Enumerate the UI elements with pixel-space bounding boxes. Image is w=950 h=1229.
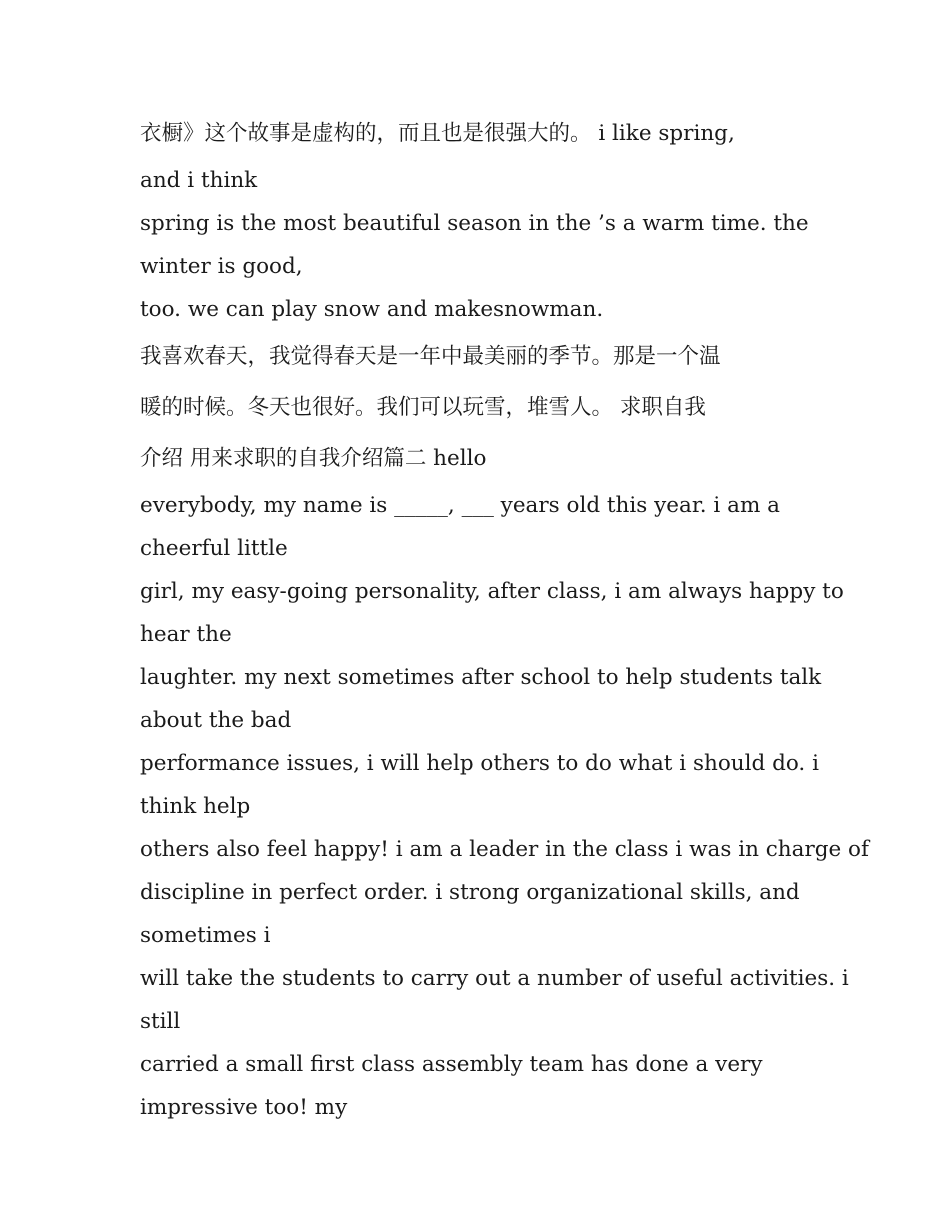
text-line: 衣橱》这个故事是虚构的，而且也是很强大的。 i like spring, bbox=[140, 121, 735, 146]
text-line: 介绍 用来求职的自我介绍篇二 hello bbox=[140, 446, 487, 471]
text-line: winter is good, bbox=[140, 254, 303, 279]
text-line: impressive too! my bbox=[140, 1095, 348, 1120]
text-line: spring is the most beautiful season in the ’s a warm time. the bbox=[140, 211, 809, 236]
text-line: others also feel happy! i am a leader in the class i was in charge of bbox=[140, 837, 869, 862]
text-line: 我喜欢春天，我觉得春天是一年中最美丽的季节。那是一个温 bbox=[140, 344, 721, 369]
text-line: 暖的时候。冬天也很好。我们可以玩雪，堆雪人。 求职自我 bbox=[140, 395, 706, 420]
text-line: think help bbox=[140, 794, 251, 819]
text-line: too. we can play snow and makesnowman. bbox=[140, 297, 604, 322]
text-line: cheerful little bbox=[140, 536, 288, 561]
text-line: still bbox=[140, 1009, 181, 1034]
text-line: will take the students to carry out a number of useful activities. i bbox=[140, 966, 849, 991]
text-line: everybody, my name is _____, ___ years old this year. i am a bbox=[140, 493, 780, 518]
text-line: carried a small first class assembly team has done a very bbox=[140, 1052, 763, 1077]
text-line: laughter. my next sometimes after school to help students talk bbox=[140, 665, 822, 690]
text-line: about the bad bbox=[140, 708, 292, 733]
text-line: discipline in perfect order. i strong organizational skills, and bbox=[140, 880, 800, 905]
text-line: and i think bbox=[140, 168, 258, 193]
text-line: hear the bbox=[140, 622, 232, 647]
text-line: performance issues, i will help others to do what i should do. i bbox=[140, 751, 819, 776]
text-line: girl, my easy-going personality, after class, i am always happy to bbox=[140, 579, 844, 604]
text-line: sometimes i bbox=[140, 923, 271, 948]
document-body bbox=[140, 108, 869, 1129]
